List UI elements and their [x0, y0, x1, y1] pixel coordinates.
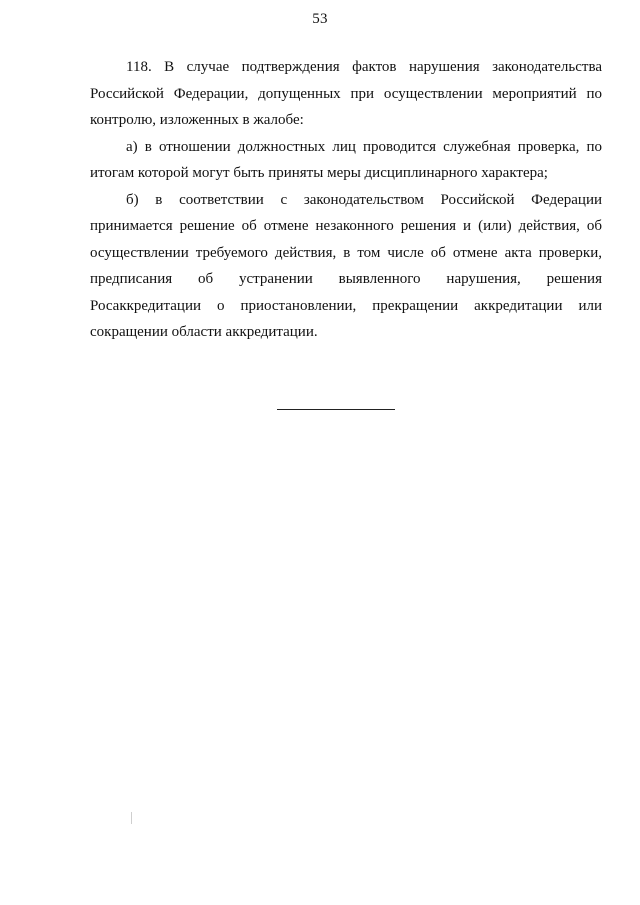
paragraph-118: 118. В случае подтверждения фактов нарушения законодательства Российской Федерации, допущенных при осуществлении мероприятий по контролю, изложенных в жалобе:: [90, 59, 602, 128]
paragraph-118-a: а) в отношении должностных лиц проводится служебная проверка, по итогам которой могут быть приняты меры дисциплинарного характера;: [90, 138, 602, 181]
scan-speck: [131, 812, 132, 824]
page-number: 53: [312, 11, 328, 27]
end-of-section-rule: [277, 409, 395, 410]
document-body: [90, 54, 602, 346]
paragraph-118-b: б) в соответствии с законодательством Российской Федерации принимается решение об отмене незаконного решения и (или) действия, об осуществлении требуемого действия, в том числе об отмене акта проверки, предписания об устранении выявленного нарушения, решения Росаккредитации о приостановлении, прекращении аккредитации или сокращении области аккредитации.: [90, 191, 602, 340]
